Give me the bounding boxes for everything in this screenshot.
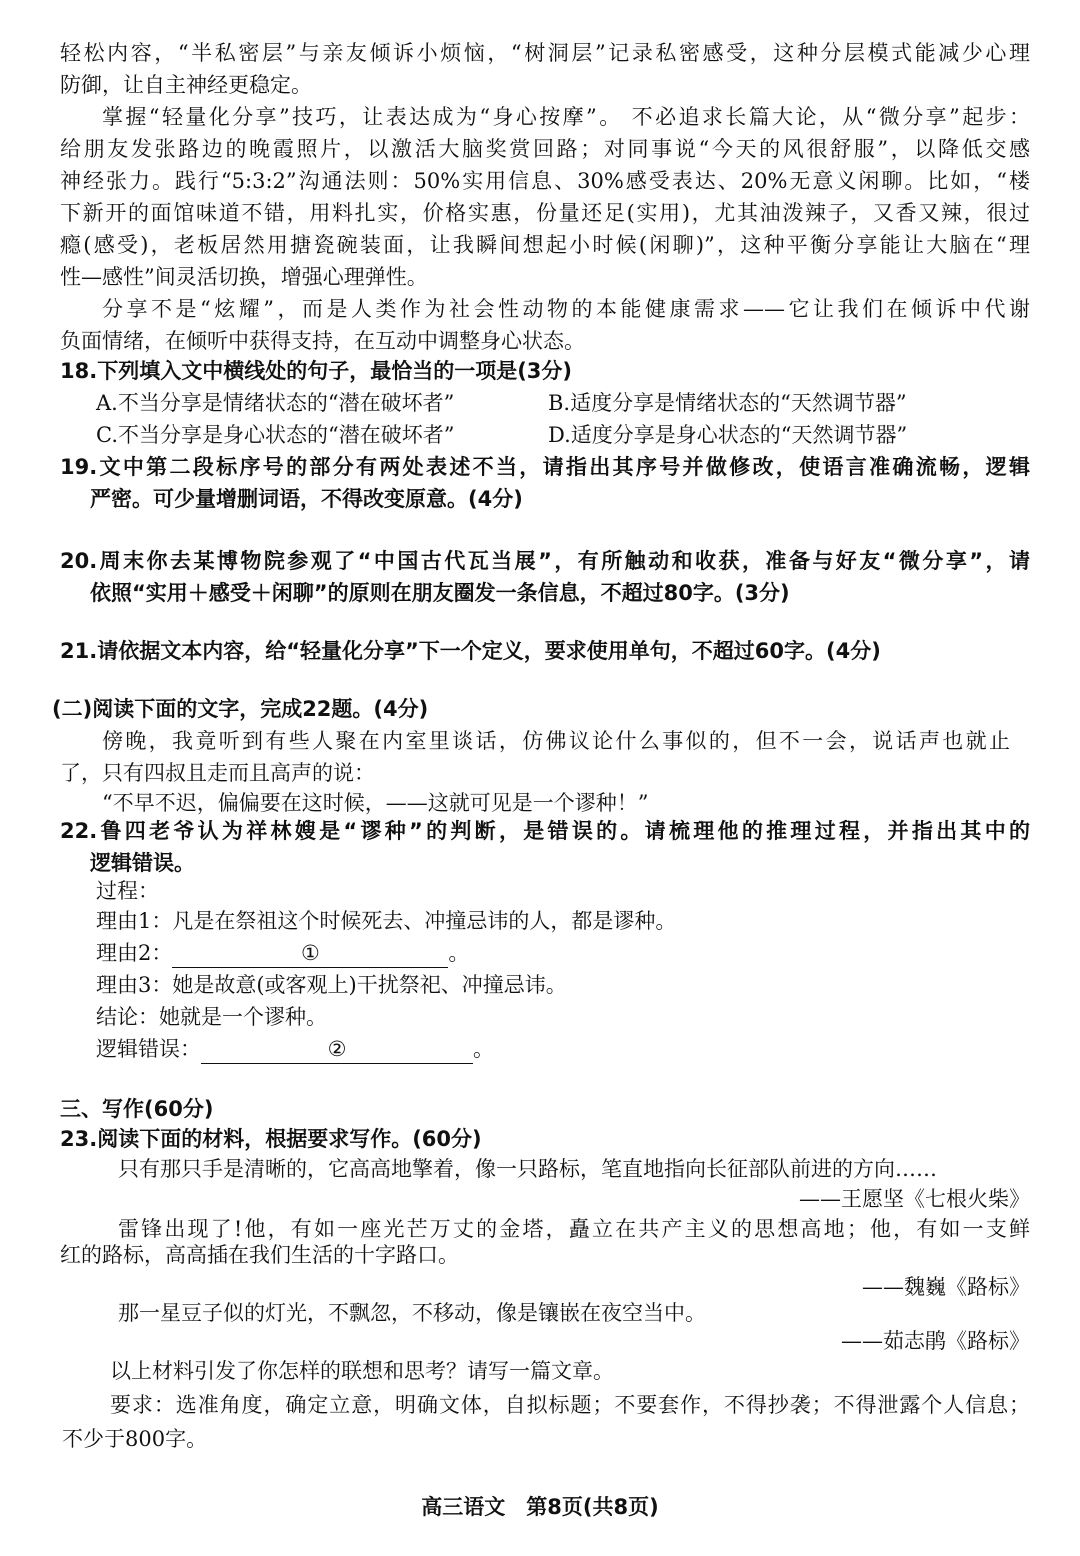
passage-p3-line2: 负面情绪，在倾听中获得支持，在互动中调整身心状态。: [60, 329, 585, 353]
q22-blank-1[interactable]: ①: [172, 939, 448, 968]
q23-material1-source: ——王愿坚《七根火柴》: [799, 1187, 1030, 1211]
passage-p2-line5: 瘾(感受)，老板居然用搪瓷碗装面，让我瞬间想起小时候(闲聊)”，这种平衡分享能让大脑在“理: [60, 233, 1030, 257]
q22-reason2: [96, 938, 469, 968]
q21-line1: 21.请依据文本内容，给“轻量化分享”下一个定义，要求使用单句，不超过60字。(4分): [60, 639, 881, 663]
passage-p2-line6: 性—感性”间灵活切换，增强心理弹性。: [60, 265, 428, 289]
q23-material2-source: ——魏巍《路标》: [862, 1275, 1030, 1299]
q22-line1: 22.鲁四老爷认为祥林嫂是“谬种”的判断，是错误的。请梳理他的推理过程，并指出其中的: [60, 819, 1030, 843]
q18-option-a[interactable]: A.不当分享是情绪状态的“潜在破坏者”: [96, 391, 455, 415]
section2-line1: 傍晚，我竟听到有些人聚在内室里谈话，仿佛议论什么事似的，但不一会，说话声也就止: [102, 729, 1010, 753]
q23-stem: 23.阅读下面的材料，根据要求写作。(60分): [60, 1127, 482, 1151]
q22-line2: 逻辑错误。: [90, 851, 195, 875]
q22-reason3: 理由3：她是故意(或客观上)干扰祭祀、冲撞忌讳。: [96, 973, 567, 997]
q22-error-period: 。: [473, 1037, 494, 1061]
q22-reason2-period: 。: [448, 941, 470, 965]
q23-requirements-line2: 不少于800字。: [62, 1427, 208, 1451]
q18-option-c[interactable]: C.不当分享是身心状态的“潜在破坏者”: [96, 423, 455, 447]
page-footer: 高三语文 第8页(共8页): [421, 1495, 659, 1519]
q23-material1: 只有那只手是清晰的，它高高地擎着，像一只路标，笔直地指向长征部队前进的方向……: [118, 1157, 937, 1181]
q19-line2: 严密。可少量增删词语，不得改变原意。(4分): [90, 487, 523, 511]
passage-p1-line2: 防御，让自主神经更稳定。: [60, 73, 312, 97]
section2-line2: 了，只有四叔且走而且高声的说：: [60, 761, 375, 785]
q23-material3-source: ——茹志鹃《路标》: [841, 1329, 1030, 1353]
section3-heading: 三、写作(60分): [60, 1097, 214, 1121]
q20-line1: 20.周末你去某博物院参观了“中国古代瓦当展”，有所触动和收获，准备与好友“微分享”，请: [60, 549, 1030, 573]
q18-stem: 18.下列填入文中横线处的句子，最恰当的一项是(3分): [60, 359, 573, 383]
q18-option-d[interactable]: D.适度分享是身心状态的“天然调节器”: [548, 423, 908, 447]
q18-option-b[interactable]: B.适度分享是情绪状态的“天然调节器”: [548, 391, 907, 415]
passage-p1-line1: 轻松内容，“半私密层”与亲友倾诉小烦恼，“树洞层”记录私密感受，这种分层模式能减少心理: [60, 41, 1030, 65]
q23-material3: 那一星豆子似的灯光，不飘忽，不移动，像是镶嵌在夜空当中。: [118, 1301, 706, 1325]
q22-logic-error: [96, 1034, 494, 1064]
passage-p3-line1: 分享不是“炫耀”，而是人类作为社会性动物的本能健康需求——它让我们在倾诉中代谢: [102, 297, 1030, 321]
q22-reason1: 理由1：凡是在祭祖这个时候死去、冲撞忌讳的人，都是谬种。: [96, 909, 677, 933]
section2-heading: (二)阅读下面的文字，完成22题。(4分): [52, 697, 429, 721]
q19-line1: 19.文中第二段标序号的部分有两处表述不当，请指出其序号并做修改，使语言准确流畅，逻辑: [60, 455, 1030, 479]
passage-p2-line1: 掌握“轻量化分享”技巧，让表达成为“身心按摩”。 不必追求长篇大论，从“微分享”起步：: [102, 105, 1030, 129]
q22-blank-2[interactable]: ②: [201, 1035, 473, 1064]
q22-process-label: 过程：: [96, 879, 159, 903]
section2-quote: “不早不迟，偏偏要在这时候，——这就可见是一个谬种！”: [102, 791, 649, 815]
q23-material2-line1: 雷锋出现了!他，有如一座光芒万丈的金塔，矗立在共产主义的思想高地；他，有如一支鲜: [118, 1217, 1030, 1241]
q20-line2: 依照“实用＋感受＋闲聊”的原则在朋友圈发一条信息，不超过80字。(3分): [90, 581, 790, 605]
q22-conclusion: 结论：她就是一个谬种。: [96, 1005, 327, 1029]
q22-error-label: 逻辑错误：: [96, 1037, 201, 1061]
passage-p2-line4: 下新开的面馆味道不错，用料扎实，价格实惠，份量还足(实用)，尤其油泼辣子，又香又辣，很过: [60, 201, 1030, 225]
q23-requirements-line1: 要求：选准角度，确定立意，明确文体，自拟标题；不要套作，不得抄袭；不得泄露个人信息；: [110, 1393, 1030, 1417]
q22-reason2-label: 理由2：: [96, 941, 173, 965]
passage-p2-line3: 神经张力。践行“5:3:2”沟通法则：50%实用信息、30%感受表达、20%无意义闲聊。比如，“楼: [60, 169, 1030, 193]
passage-p2-line2: 给朋友发张路边的晚霞照片，以激活大脑奖赏回路；对同事说“今天的风很舒服”，以降低交感: [60, 137, 1030, 161]
q23-material2-line2: 红的路标，高高插在我们生活的十字路口。: [60, 1243, 459, 1267]
q23-prompt: 以上材料引发了你怎样的联想和思考？请写一篇文章。: [110, 1359, 614, 1383]
